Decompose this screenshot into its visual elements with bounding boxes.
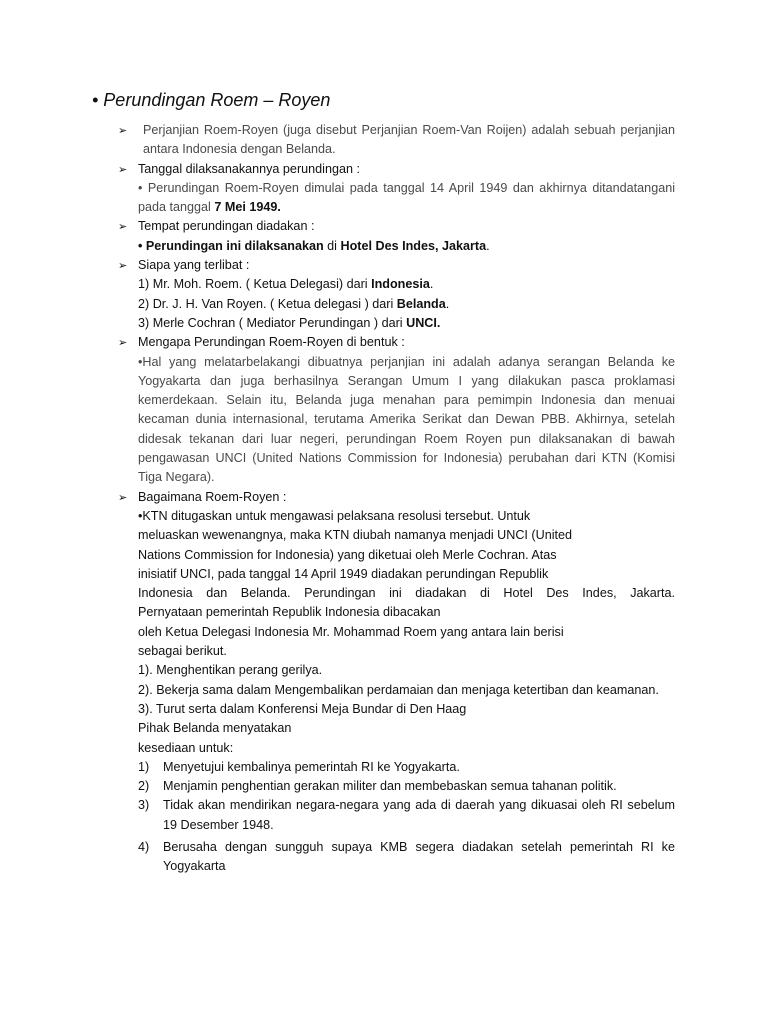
indonesia-point: 2). Bekerja sama dalam Mengembalikan perdamaian dan menjaga ketertiban dan keamanan.: [138, 682, 659, 697]
participant-text: 3) Merle Cochran ( Mediator Perundingan ) dari: [138, 315, 407, 330]
date-text: [138, 179, 675, 218]
place-heading: Tempat perundingan diadakan :: [138, 219, 315, 234]
how-line: oleh Ketua Delegasi Indonesia Mr. Mohammad Roem yang antara lain berisi: [138, 624, 564, 639]
arrow-bullet-icon: ➢: [118, 490, 128, 504]
participant-country: Indonesia: [371, 277, 430, 292]
place-end: .: [486, 238, 490, 253]
document-title: • Perundingan Roem – Royen: [92, 90, 331, 110]
date-heading: Tanggal dilaksanakannya perundingan :: [138, 161, 360, 176]
belanda-list-item: [138, 758, 675, 777]
how-line: Pernyataan pemerintah Republik Indonesia dibacakan: [138, 605, 441, 620]
belanda-line: kesediaan untuk:: [138, 740, 234, 755]
how-heading: Bagaimana Roem-Royen :: [138, 489, 287, 504]
section-participants: [118, 256, 675, 333]
place-bold-text: • Perundingan ini dilaksanakan: [138, 238, 324, 253]
date-bold: 7 Mei 1949.: [214, 200, 281, 215]
section-how: [118, 488, 675, 877]
arrow-bullet-icon: ➢: [118, 162, 128, 176]
section-date: [118, 160, 675, 218]
belanda-list-item: [138, 777, 675, 796]
section-place: [118, 217, 675, 256]
belanda-line: Pihak Belanda menyatakan: [138, 721, 292, 736]
participant-country: Belanda: [396, 296, 446, 311]
list-number: 2): [138, 779, 150, 794]
belanda-list-item: [138, 838, 675, 877]
how-line: Indonesia dan Belanda. Perundingan ini diadakan di Hotel Des Indes, Jakarta.: [138, 586, 675, 601]
how-line: sebagai berikut.: [138, 644, 227, 659]
participant-line: [138, 295, 675, 314]
participant-end: .: [445, 296, 450, 311]
list-number: 3): [138, 798, 150, 813]
background-text: •Hal yang melatarbelakangi dibuatnya perjanjian ini adalah adanya serangan Belanda ke Yogyakarta dan juga berhasilnya Serangan Umum I yang dilakukan pasca proklamasi kemerdekaan. Selain itu, Belanda juga menahan para pemimpin Indonesia dan menuai kecaman dunia internasional, terutama Amerika Serikat dan Dewan PBB. Akhirnya, setelah didesak tekanan dari luar negeri, perundingan Roem Royen pun dilaksanakan di bawah pengawasan UNCI (United Nations Commission for Indonesia) perubahan dari KTN (Komisi Tiga Negara).: [138, 354, 675, 485]
arrow-bullet-icon: ➢: [118, 124, 128, 137]
place-text: [138, 237, 675, 256]
place-name: Hotel Des Indes, Jakarta: [340, 238, 487, 253]
participant-text: 1) Mr. Moh. Roem. ( Ketua Delegasi) dari: [138, 277, 372, 292]
indonesia-point: 3). Turut serta dalam Konferensi Meja Bundar di Den Haag: [138, 701, 467, 716]
date-text-main: • Perundingan Roem-Royen dimulai pada tanggal 14 April 1949 dan akhirnya ditandatangani pada tanggal: [138, 180, 675, 215]
arrow-bullet-icon: ➢: [118, 259, 128, 273]
participants-heading: Siapa yang terlibat :: [138, 258, 250, 273]
indonesia-point: 1). Menghentikan perang gerilya.: [138, 663, 323, 678]
how-line: inisiatif UNCI, pada tanggal 14 April 1949 diadakan perundingan Republik: [138, 566, 549, 581]
section-background: [118, 333, 675, 487]
document-body: [118, 121, 675, 877]
background-heading: Mengapa Perundingan Roem-Royen di bentuk :: [138, 335, 405, 350]
list-text: Menyetujui kembalinya pemerintah RI ke Yogyakarta.: [163, 759, 460, 774]
definition-text: Perjanjian Roem-Royen (juga disebut Perjanjian Roem-Van Roijen) adalah sebuah perjanjian antara Indonesia dengan Belanda.: [143, 123, 675, 157]
participant-text: 2) Dr. J. H. Van Royen. ( Ketua delegasi ) dari: [138, 296, 397, 311]
list-number: 4): [138, 839, 150, 854]
list-number: 1): [138, 759, 150, 774]
participant-line: [138, 314, 675, 333]
how-line: •KTN ditugaskan untuk mengawasi pelaksana resolusi tersebut. Untuk: [138, 508, 531, 523]
how-line: Nations Commission for Indonesia) yang diketuai oleh Merle Cochran. Atas: [138, 547, 557, 562]
list-text: Menjamin penghentian gerakan militer dan membebaskan semua tahanan politik.: [163, 779, 617, 794]
participant-line: [138, 275, 675, 294]
participant-country: UNCI.: [406, 315, 441, 330]
section-definition: [118, 121, 675, 160]
list-text: Tidak akan mendirikan negara-negara yang ada di daerah yang dikuasai oleh RI sebelum 19 Desember 1948.: [163, 798, 675, 832]
list-text: Berusaha dengan sungguh supaya KMB segera diadakan setelah pemerintah RI ke Yogyakarta: [163, 839, 675, 874]
arrow-bullet-icon: ➢: [118, 336, 128, 350]
participant-end: .: [429, 277, 434, 292]
how-line: meluaskan wewenangnya, maka KTN diubah namanya menjadi UNCI (United: [138, 528, 573, 543]
arrow-bullet-icon: ➢: [118, 220, 128, 234]
belanda-list-item: [138, 796, 675, 835]
place-plain-text: di: [323, 238, 341, 253]
